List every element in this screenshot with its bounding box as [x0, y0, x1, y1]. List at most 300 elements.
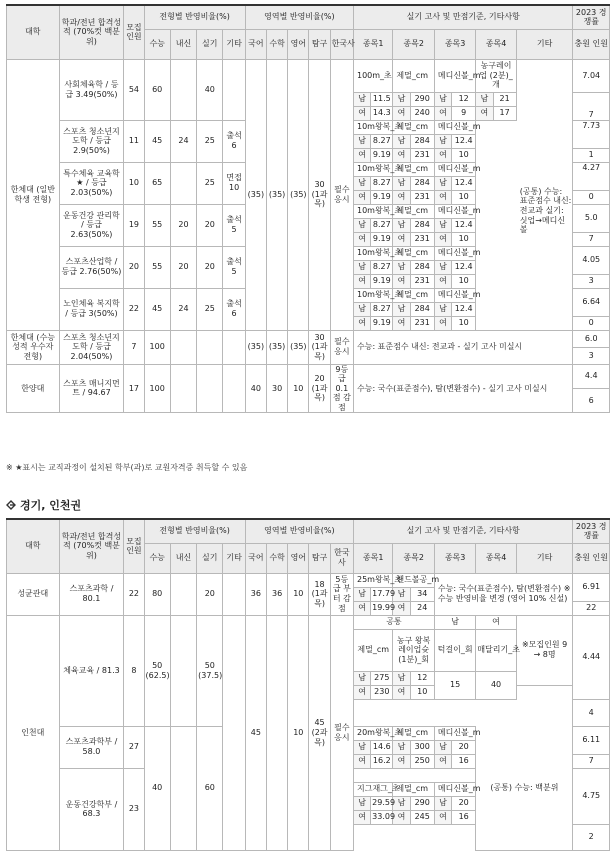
area-korean: (35) — [245, 330, 266, 364]
header-event3: 종목3 — [434, 29, 475, 59]
event-name: 제멀_cm — [393, 288, 434, 302]
area-inquiry: 30 (1과목) — [309, 59, 330, 330]
gender-label: 여 — [393, 754, 410, 768]
ratio-silgi: 25 — [197, 120, 223, 162]
record-value: 231 — [410, 148, 434, 162]
area-inquiry: 45 (2과목) — [309, 615, 330, 851]
quota-cell: 19 — [124, 204, 144, 246]
other-empty — [516, 59, 573, 92]
area-history: 필수 응시 — [330, 330, 353, 364]
header-event4: 종목4 — [476, 29, 516, 59]
header-inquiry: 탐구 — [309, 29, 330, 59]
spacer — [353, 824, 475, 838]
header-univ: 대학 — [7, 5, 60, 59]
record-value: 230 — [371, 685, 393, 699]
event-name: 지그재그_초 — [353, 782, 392, 796]
record-value: 275 — [371, 671, 393, 685]
gender-label: 여 — [353, 601, 370, 615]
comp-rate: 7.73 — [573, 120, 610, 148]
gender-label: 남 — [353, 587, 370, 601]
gender-label: 남 — [393, 134, 410, 148]
event-empty — [476, 120, 516, 330]
header-practical: 실기 고사 및 만점기준, 기타사항 — [353, 519, 572, 543]
gender-label: 남 — [393, 92, 410, 106]
record-value: 16.2 — [371, 754, 393, 768]
univ-name: 성균관대 — [7, 573, 60, 615]
quota-cell: 11 — [124, 120, 144, 162]
comp-rate: 5.0 — [573, 204, 610, 232]
header-comp-sub: 충원 인원 — [573, 543, 610, 573]
record-value: 9.19 — [371, 232, 393, 246]
gender-label: 남 — [353, 260, 370, 274]
record-value: 9.19 — [371, 274, 393, 288]
pe-header-female: 여 — [476, 615, 516, 629]
record-value: 284 — [410, 260, 434, 274]
event-name: 제멀_cm — [393, 726, 434, 740]
ratio-gita — [223, 573, 245, 615]
ratio-naesin: 24 — [170, 120, 196, 162]
common-note: (공통) 수능: 백분위 — [476, 726, 573, 851]
record-value: 12.4 — [452, 176, 476, 190]
record-value: 16 — [452, 754, 476, 768]
dept-cell: 노인체육 복지학 / 등급 3(50%) — [59, 288, 124, 330]
event-name: 농구레이업 (2분)_개 — [476, 59, 516, 92]
gender-label: 남 — [393, 796, 410, 810]
ratio-suneung: 50 (62.5) — [144, 615, 170, 726]
area-inquiry: 18 (1과목) — [309, 573, 330, 615]
comp-extra: 3 — [573, 274, 610, 288]
record-value: 300 — [410, 740, 434, 754]
ratio-suneung: 65 — [144, 162, 170, 204]
record-value: 231 — [410, 274, 434, 288]
gender-label: 여 — [353, 810, 370, 824]
gender-label: 남 — [393, 740, 410, 754]
quota-cell: 8 — [124, 615, 144, 726]
record-value: 20 — [452, 740, 476, 754]
header-silgi: 실기 — [197, 543, 223, 573]
comp-rate: 6.91 — [573, 573, 610, 601]
ratio-naesin: 24 — [170, 288, 196, 330]
gender-label: 여 — [393, 148, 410, 162]
event-name: 메디신볼_m — [434, 162, 475, 176]
record-value: 34 — [410, 587, 434, 601]
header-suneung: 수능 — [144, 543, 170, 573]
record-value: 10 — [410, 685, 434, 699]
record-value: 12.4 — [452, 218, 476, 232]
header-event1: 종목1 — [353, 29, 392, 59]
ratio-silgi: 20 — [197, 246, 223, 288]
ratio-suneung: 55 — [144, 204, 170, 246]
header-english: 영어 — [288, 543, 309, 573]
comp-extra: 7 — [573, 754, 610, 768]
event-name: 메디신볼_m — [434, 246, 475, 260]
gender-label: 여 — [353, 685, 370, 699]
record-value: 10 — [452, 316, 476, 330]
ratio-silgi: 50 (37.5) — [197, 615, 223, 726]
event-name: 제멀_cm — [393, 782, 434, 796]
gender-label: 여 — [353, 754, 370, 768]
event-name: 제멀_cm — [393, 204, 434, 218]
record-value: 240 — [410, 106, 434, 120]
record-value: 8.27 — [371, 134, 393, 148]
section-heading — [6, 497, 81, 513]
record-value: 17 — [493, 106, 516, 120]
gender-label: 남 — [393, 671, 410, 685]
gender-label: 여 — [393, 316, 410, 330]
gender-label: 여 — [353, 190, 370, 204]
header-silgi: 실기 — [197, 29, 223, 59]
gender-label: 남 — [353, 218, 370, 232]
event-name: 제멀_cm — [393, 59, 434, 92]
area-korean: (35) — [245, 59, 266, 330]
record-value: 231 — [410, 316, 434, 330]
record-value: 21 — [493, 92, 516, 106]
header-event3: 종목3 — [434, 543, 475, 573]
record-value: 245 — [410, 810, 434, 824]
dept-cell: 사회체육학 / 등급 3.49(50%) — [59, 59, 124, 120]
dept-cell: 체육교육 / 81.3 — [59, 615, 124, 726]
comp-extra: 7 — [573, 92, 610, 120]
record-value: 10 — [452, 190, 476, 204]
header-event2: 종목2 — [393, 543, 434, 573]
header-other: 기타 — [516, 29, 573, 59]
event-name: 메디신볼_m — [434, 204, 475, 218]
ratio-naesin — [170, 364, 196, 413]
header-history: 한국사 — [330, 29, 353, 59]
comp-rate: 4.44 — [573, 615, 610, 699]
comp-extra: 0 — [573, 316, 610, 330]
area-history: 5등급 부터 감점 — [330, 573, 353, 615]
univ-name: 인천대 — [7, 615, 60, 851]
comp-rate: 7.04 — [573, 59, 610, 92]
record-value: 40 — [476, 671, 516, 699]
gender-label: 남 — [434, 218, 451, 232]
dept-cell: 스포츠 청소년지도학 / 등급 2.04(50%) — [59, 330, 124, 364]
comp-extra: 0 — [573, 190, 610, 204]
ratio-gita — [223, 615, 245, 851]
ratio-silgi: 25 — [197, 288, 223, 330]
gender-label: 남 — [434, 134, 451, 148]
spacer — [353, 768, 475, 782]
header-comp: 2023 경쟁률 — [573, 5, 610, 29]
record-value: 12.4 — [452, 134, 476, 148]
record-value: 9 — [452, 106, 476, 120]
ratio-silgi: 40 — [197, 59, 223, 120]
record-value: 12 — [452, 92, 476, 106]
dept-cell: 스포츠산업학 / 등급 2.76(50%) — [59, 246, 124, 288]
table-row — [7, 330, 610, 347]
record-value: 10 — [452, 274, 476, 288]
ratio-naesin: 20 — [170, 204, 196, 246]
table-row — [7, 573, 610, 587]
header-event2: 종목2 — [393, 29, 434, 59]
record-value: 12 — [410, 671, 434, 685]
record-value: 290 — [410, 92, 434, 106]
area-korean: 36 — [245, 573, 266, 615]
header-univ: 대학 — [7, 519, 60, 573]
ratio-suneung: 45 — [144, 288, 170, 330]
gender-label: 여 — [476, 106, 493, 120]
gender-label: 여 — [353, 316, 370, 330]
quota-cell: 20 — [124, 246, 144, 288]
area-korean: 45 — [245, 615, 266, 851]
section-arrow-icon — [6, 500, 16, 510]
ratio-gita — [223, 330, 245, 364]
comp-rate: 4.75 — [573, 768, 610, 824]
gender-label: 여 — [353, 232, 370, 246]
pe-header-male: 남 — [434, 615, 475, 629]
record-value: 231 — [410, 232, 434, 246]
record-value: 24 — [410, 601, 434, 615]
header-quota: 모집 인원 — [124, 519, 144, 573]
header-comp: 2023 경쟁률 — [573, 519, 610, 543]
gender-label: 남 — [353, 92, 370, 106]
area-math — [266, 615, 287, 851]
ratio-suneung: 40 — [144, 726, 170, 851]
event-name: 메디신볼_m — [434, 288, 475, 302]
gender-label: 여 — [353, 106, 370, 120]
header-inquiry: 탐구 — [309, 543, 330, 573]
event-name: 10m왕복_초 — [353, 246, 392, 260]
ratio-naesin — [170, 162, 196, 204]
header-ratio: 전형별 반영비율(%) — [144, 5, 245, 29]
event-name: 20m왕복_초 — [353, 726, 392, 740]
gender-label: 남 — [434, 796, 451, 810]
record-value: 12.4 — [452, 260, 476, 274]
gender-label: 남 — [353, 796, 370, 810]
quota-cell: 10 — [124, 162, 144, 204]
gender-label: 남 — [353, 740, 370, 754]
area-inquiry: 20 (1과목) — [309, 364, 330, 413]
event-name: 메디신볼_m — [434, 120, 475, 134]
header-quota: 모집 인원 — [124, 5, 144, 59]
header-suneung: 수능 — [144, 29, 170, 59]
ratio-suneung: 100 — [144, 364, 170, 413]
header-korean: 국어 — [245, 29, 266, 59]
gender-label: 남 — [393, 176, 410, 190]
event-name: 제멀_cm — [353, 629, 392, 671]
header-prev-score: 학과/전년 합격성적 (70%컷 백분위) — [59, 519, 124, 573]
header-english: 영어 — [288, 29, 309, 59]
area-english: 10 — [288, 573, 309, 615]
record-value: 250 — [410, 754, 434, 768]
ratio-silgi: 60 — [197, 726, 223, 851]
dept-cell: 스포츠과학 / 80.1 — [59, 573, 124, 615]
ratio-gita: 출석 6 — [223, 120, 245, 162]
record-value: 14.3 — [371, 106, 393, 120]
event-name: 10m왕복_초 — [353, 204, 392, 218]
comp-rate: 4.27 — [573, 162, 610, 190]
ratio-gita: 출석 5 — [223, 246, 245, 288]
gender-label: 남 — [353, 176, 370, 190]
quota-cell: 23 — [124, 768, 144, 851]
record-value: 8.27 — [371, 176, 393, 190]
comp-extra: 4 — [573, 699, 610, 726]
quota-cell: 17 — [124, 364, 144, 413]
ratio-suneung: 60 — [144, 59, 170, 120]
ratio-silgi — [197, 330, 223, 364]
quota-cell: 22 — [124, 573, 144, 615]
univ-name: 한체대 (일반학생 전형) — [7, 59, 60, 330]
quota-cell: 54 — [124, 59, 144, 120]
comp-extra: 1 — [573, 148, 610, 162]
pe-note: ※모집인원 9 → 8명 — [516, 615, 573, 685]
record-value: 12.4 — [452, 302, 476, 316]
ratio-silgi: 20 — [197, 573, 223, 615]
table-row — [7, 364, 610, 388]
header-history: 한국사 — [330, 543, 353, 573]
event-name: 제멀_cm — [393, 120, 434, 134]
table-row — [7, 615, 610, 629]
ratio-suneung: 100 — [144, 330, 170, 364]
area-english: 10 — [288, 615, 309, 851]
gender-label: 여 — [434, 274, 451, 288]
header-gita: 기타 — [223, 29, 245, 59]
dept-cell: 운동건강학부 / 68.3 — [59, 768, 124, 851]
comp-rate: 6.11 — [573, 726, 610, 754]
practical-note: 수능: 국수(표준점수), 탐(변환점수) ※ 수능 반영비율 변경 (영어 10% 신설) — [434, 573, 573, 615]
dept-cell: 스포츠 청소년지도학 / 등급 2.9(50%) — [59, 120, 124, 162]
ratio-naesin — [170, 330, 196, 364]
comp-rate: 4.05 — [573, 246, 610, 274]
header-prev-score: 학과/전년 합격성적 (70%컷 백분위) — [59, 5, 124, 59]
area-math: (35) — [266, 59, 287, 330]
gender-label: 남 — [434, 740, 451, 754]
record-value: 15 — [434, 671, 475, 699]
event-name: 메디신볼_m — [434, 59, 475, 92]
event-name: 매달리기_초 — [476, 629, 516, 671]
gender-label: 여 — [434, 148, 451, 162]
record-value: 231 — [410, 190, 434, 204]
gender-label: 남 — [434, 260, 451, 274]
event-name: 10m왕복_초 — [353, 162, 392, 176]
record-value: 8.27 — [371, 302, 393, 316]
header-korean: 국어 — [245, 543, 266, 573]
record-value: 8.27 — [371, 260, 393, 274]
area-history: 9등급 0.1점 감점 — [330, 364, 353, 413]
header-math: 수학 — [266, 29, 287, 59]
event-name: 25m왕복_초 — [353, 573, 392, 587]
gender-label: 여 — [434, 754, 451, 768]
header-math: 수학 — [266, 543, 287, 573]
gender-label: 남 — [353, 302, 370, 316]
ratio-gita: 출석 5 — [223, 204, 245, 246]
gender-label: 여 — [353, 148, 370, 162]
ratio-gita — [223, 364, 245, 413]
comp-extra: 6 — [573, 388, 610, 412]
record-value: 11.5 — [371, 92, 393, 106]
record-value: 9.19 — [371, 190, 393, 204]
gender-label: 여 — [434, 232, 451, 246]
header-event1: 종목1 — [353, 543, 392, 573]
header-naesin: 내신 — [170, 29, 196, 59]
record-value: 19.99 — [371, 601, 393, 615]
gender-label: 남 — [393, 218, 410, 232]
gender-label: 남 — [353, 134, 370, 148]
gender-label: 여 — [434, 190, 451, 204]
other-empty — [516, 685, 573, 699]
comp-extra: 3 — [573, 347, 610, 364]
spacer — [353, 838, 475, 851]
common-note: (공통) 수능: 표준점수 내신: 전교과 실기: 싯업→메디신볼 — [519, 186, 572, 235]
event-name: 제멀_cm — [393, 162, 434, 176]
quota-cell: 22 — [124, 288, 144, 330]
univ-name: 한체대 (수능 성적 우수자 전형) — [7, 330, 60, 364]
gender-label: 여 — [393, 232, 410, 246]
dept-cell: 스포츠 매니지먼트 / 94.67 — [59, 364, 124, 413]
area-english: 10 — [288, 364, 309, 413]
header-other: 기타 — [516, 543, 573, 573]
record-value: 284 — [410, 218, 434, 232]
admission-table-2 — [6, 518, 610, 851]
event-name: 핸드볼공_m — [393, 573, 434, 587]
record-value: 20 — [452, 796, 476, 810]
ratio-gita: 출석 6 — [223, 288, 245, 330]
dept-cell: 운동건강 관리학 / 등급 2.63(50%) — [59, 204, 124, 246]
ratio-naesin — [170, 615, 196, 726]
gender-label: 여 — [393, 810, 410, 824]
spacer — [353, 699, 572, 713]
event-name: 제멀_cm — [393, 246, 434, 260]
ratio-naesin — [170, 59, 196, 120]
ratio-suneung: 80 — [144, 573, 170, 615]
record-value: 290 — [410, 796, 434, 810]
area-history: 필수 응시 — [330, 615, 353, 851]
gender-label: 여 — [393, 274, 410, 288]
record-value: 9.19 — [371, 316, 393, 330]
area-korean: 40 — [245, 364, 266, 413]
record-value: 9.19 — [371, 148, 393, 162]
record-value: 29.59 — [371, 796, 393, 810]
dept-cell: 스포츠과학부 / 58.0 — [59, 726, 124, 768]
gender-label: 여 — [434, 316, 451, 330]
pe-header-common: 공통 — [353, 615, 434, 629]
gender-label: 남 — [434, 92, 451, 106]
comp-extra: 7 — [573, 232, 610, 246]
comp-rate: 4.4 — [573, 364, 610, 388]
ratio-gita: 면접 10 — [223, 162, 245, 204]
gender-label: 여 — [353, 274, 370, 288]
gender-label: 남 — [393, 302, 410, 316]
header-ratio: 전형별 반영비율(%) — [144, 519, 245, 543]
gender-label: 남 — [393, 587, 410, 601]
header-event4: 종목4 — [476, 543, 516, 573]
header-practical: 실기 고사 및 만점기준, 기타사항 — [353, 5, 572, 29]
event-name: 농구 왕복 레이업슛 (1분)_회 — [393, 629, 434, 671]
header-comp-sub: 충원 인원 — [573, 29, 610, 59]
comp-rate: 6.64 — [573, 288, 610, 316]
ratio-silgi: 20 — [197, 204, 223, 246]
event-name: 메디신볼_m — [434, 726, 475, 740]
area-math: (35) — [266, 330, 287, 364]
header-naesin: 내신 — [170, 543, 196, 573]
record-value: 14.6 — [371, 740, 393, 754]
ratio-naesin — [170, 573, 196, 615]
area-math: 36 — [266, 573, 287, 615]
gender-label: 남 — [393, 260, 410, 274]
record-value: 284 — [410, 176, 434, 190]
comp-extra: 2 — [573, 824, 610, 851]
gender-label: 남 — [434, 176, 451, 190]
ratio-naesin — [170, 726, 196, 851]
header-area: 영역별 반영비율(%) — [245, 519, 353, 543]
gender-label: 여 — [393, 190, 410, 204]
gender-label: 여 — [393, 685, 410, 699]
practical-note: 수능: 국수(표준점수), 탐(변환점수) - 실기 고사 미실시 — [353, 364, 572, 413]
header-gita: 기타 — [223, 543, 245, 573]
area-inquiry: 30 (1과목) — [309, 330, 330, 364]
ratio-suneung: 55 — [144, 246, 170, 288]
